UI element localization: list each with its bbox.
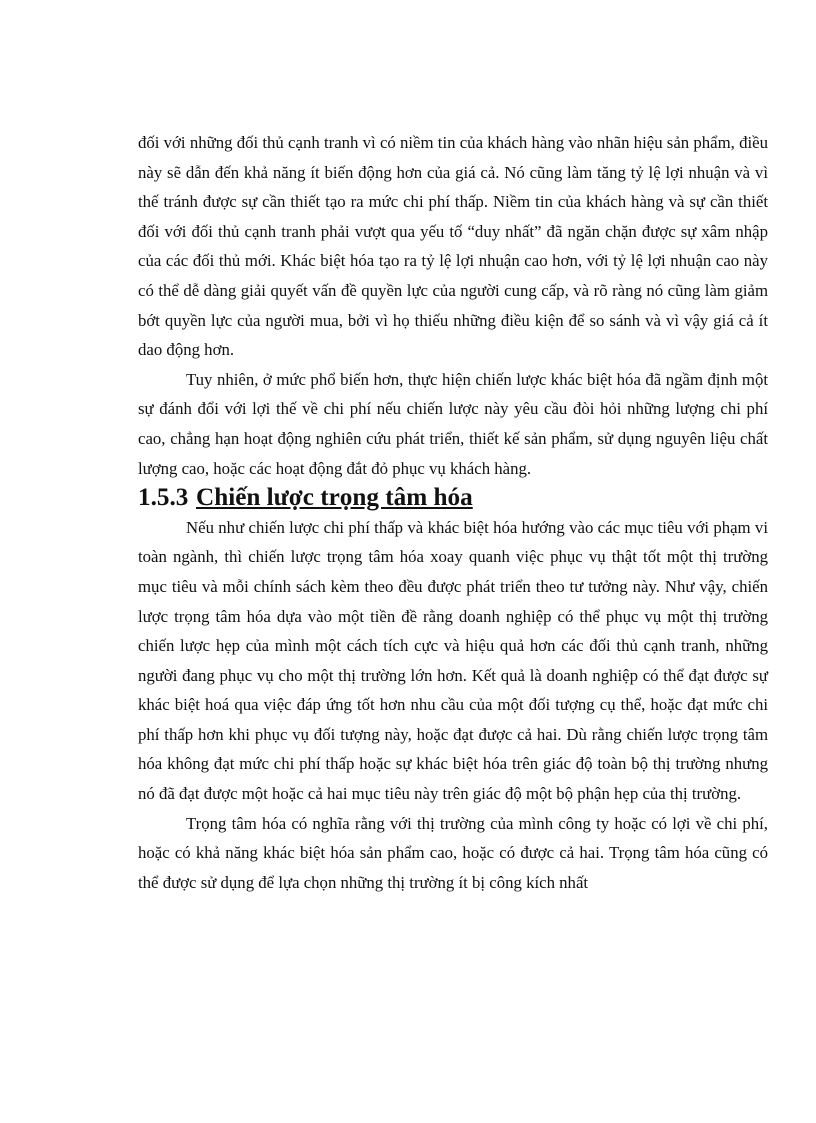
section-number: 1.5.3: [138, 484, 189, 512]
paragraph-continuation: đối với những đối thủ cạnh tranh vì có niềm tin của khách hàng vào nhãn hiệu sản phẩm, điều này sẽ dẫn đến khả năng ít biến động hơn của giá cả. Nó cũng làm tăng tỷ lệ lợi nhuận và vì thế tránh được sự cần thiết tạo ra mức chi phí thấp. Niềm tin của khách hàng và sự cần thiết đối với đối thủ cạnh tranh phải vượt qua yếu tố “duy nhất” đã ngăn chặn được sự xâm nhập của các đối thủ mới. Khác biệt hóa tạo ra tỷ lệ lợi nhuận cao hơn, với tỷ lệ lợi nhuận cao này có thể dễ dàng giải quyết vấn đề quyền lực của người cung cấp, và rõ ràng nó cũng làm giảm bớt quyền lực của người mua, bởi vì họ thiếu những điều kiện để so sánh và vì vậy giá cả ít dao động hơn.: [138, 133, 768, 360]
paragraph-tuy-nhien: Tuy nhiên, ở mức phổ biến hơn, thực hiện chiến lược khác biệt hóa đã ngầm định một sự đánh đổi với lợi thế về chi phí nếu chiến lược này yêu cầu đòi hỏi những lượng chi phí cao, chẳng hạn hoạt động nghiên cứu phát triển, thiết kế sản phẩm, sử dụng nguyên liệu chất lượng cao, hoặc các hoạt động đắt đỏ phục vụ khách hàng.: [138, 369, 768, 478]
document-body: [138, 128, 768, 897]
paragraph-trong-tam-hoa: Trọng tâm hóa có nghĩa rằng với thị trường của mình công ty hoặc có lợi về chi phí, hoặc có khả năng khác biệt hóa sản phẩm cao, hoặc có được cả hai. Trọng tâm hóa cũng có thể được sử dụng để lựa chọn những thị trường ít bị công kích nhất: [138, 813, 768, 892]
section-heading: [138, 483, 768, 513]
paragraph-neu-nhu: Nếu như chiến lược chi phí thấp và khác biệt hóa hướng vào các mục tiêu với phạm vi toàn ngành, thì chiến lược trọng tâm hóa xoay quanh việc phục vụ thật tốt một thị trường mục tiêu và mỗi chính sách kèm theo đều được phát triển theo tư tưởng này. Như vậy, chiến lược trọng tâm hóa dựa vào một tiền đề rằng doanh nghiệp có thể phục vụ một thị trường chiến lược hẹp của mình một cách tích cực và hiệu quả hơn các đối thủ cạnh tranh, những người đang phục vụ cho một thị trường lớn hơn. Kết quả là doanh nghiệp có thể đạt được sự khác biệt hoá qua việc đáp ứng tốt hơn nhu cầu của một đối tượng cụ thể, hoặc đạt mức chi phí thấp hơn khi phục vụ đối tượng này, hoặc đạt được cả hai. Dù rằng chiến lược trọng tâm hóa không đạt mức chi phí thấp hoặc sự khác biệt hóa trên giác độ toàn bộ thị trường nhưng nó đã đạt được một hoặc cả hai mục tiêu này trên giác độ một bộ phận hẹp của thị trường.: [138, 517, 768, 804]
section-title: Chiến lược trọng tâm hóa: [196, 484, 473, 512]
